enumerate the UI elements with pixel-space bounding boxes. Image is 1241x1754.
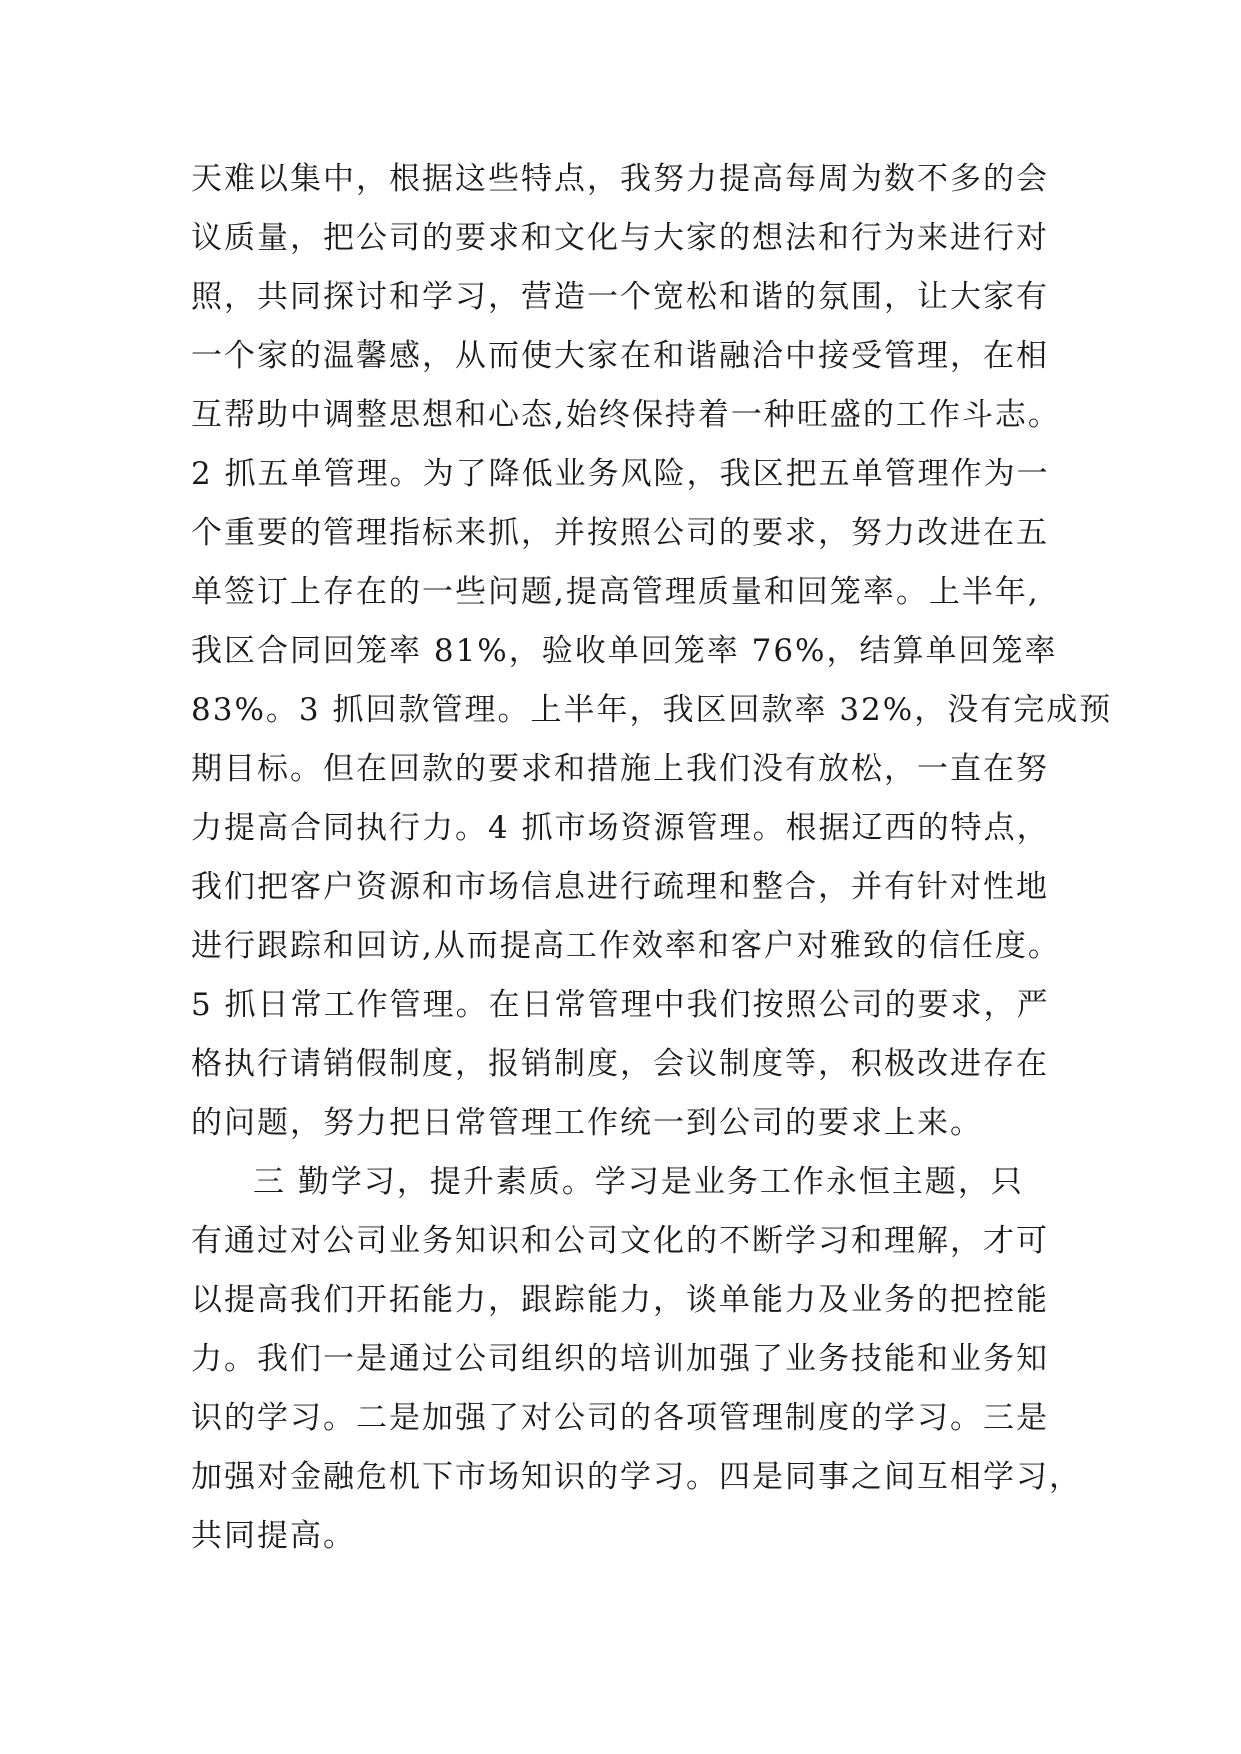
text-line: 个重要的管理指标来抓，并按照公司的要求，努力改进在五 <box>191 515 1049 551</box>
text-line: 进行跟踪和回访,从而提高工作效率和客户对雅致的信任度。 <box>191 928 1061 964</box>
text-line: 我区合同回笼率 81%，验收单回笼率 76%，结算单回笼率 <box>191 633 1058 669</box>
text-line: 以提高我们开拓能力，跟踪能力，谈单能力及业务的把控能 <box>191 1282 1049 1318</box>
body-text <box>191 150 1113 1566</box>
text-line: 有通过对公司业务知识和公司文化的不断学习和理解，才可 <box>191 1223 1049 1259</box>
text-line: 力。我们一是通过公司组织的培训加强了业务技能和业务知 <box>191 1341 1049 1377</box>
text-line: 2 抓五单管理。为了降低业务风险，我区把五单管理作为一 <box>191 456 1050 492</box>
text-line: 加强对金融危机下市场知识的学习。四是同事之间互相学习， <box>191 1459 1082 1495</box>
text-line: 单签订上存在的一些问题,提高管理质量和回笼率。上半年, <box>191 574 1040 610</box>
text-line: 议质量，把公司的要求和文化与大家的想法和行为来进行对 <box>191 220 1049 256</box>
text-line: 天难以集中，根据这些特点，我努力提高每周为数不多的会 <box>191 161 1049 197</box>
text-line: 互帮助中调整思想和心态,始终保持着一种旺盛的工作斗志。 <box>191 397 1061 433</box>
text-line: 识的学习。二是加强了对公司的各项管理制度的学习。三是 <box>191 1400 1049 1436</box>
section-heading-line: 三 勤学习，提升素质。学习是业务工作永恒主题，只 <box>253 1164 1024 1200</box>
text-line: 5 抓日常工作管理。在日常管理中我们按照公司的要求，严 <box>191 987 1050 1023</box>
text-line: 共同提高。 <box>191 1518 356 1554</box>
text-line: 83%。3 抓回款管理。上半年，我区回款率 32%，没有完成预 <box>191 692 1113 728</box>
text-line: 一个家的温馨感，从而使大家在和谐融洽中接受管理，在相 <box>191 338 1049 374</box>
text-line: 我们把客户资源和市场信息进行疏理和整合，并有针对性地 <box>191 869 1049 905</box>
text-line: 期目标。但在回款的要求和措施上我们没有放松，一直在努 <box>191 751 1049 787</box>
text-line: 力提高合同执行力。4 抓市场资源管理。根据辽西的特点， <box>191 810 1050 846</box>
text-line: 的问题，努力把日常管理工作统一到公司的要求上来。 <box>191 1105 983 1141</box>
text-line: 照，共同探讨和学习，营造一个宽松和谐的氛围，让大家有 <box>191 279 1049 315</box>
text-line: 格执行请销假制度，报销制度，会议制度等，积极改进存在 <box>191 1046 1049 1082</box>
